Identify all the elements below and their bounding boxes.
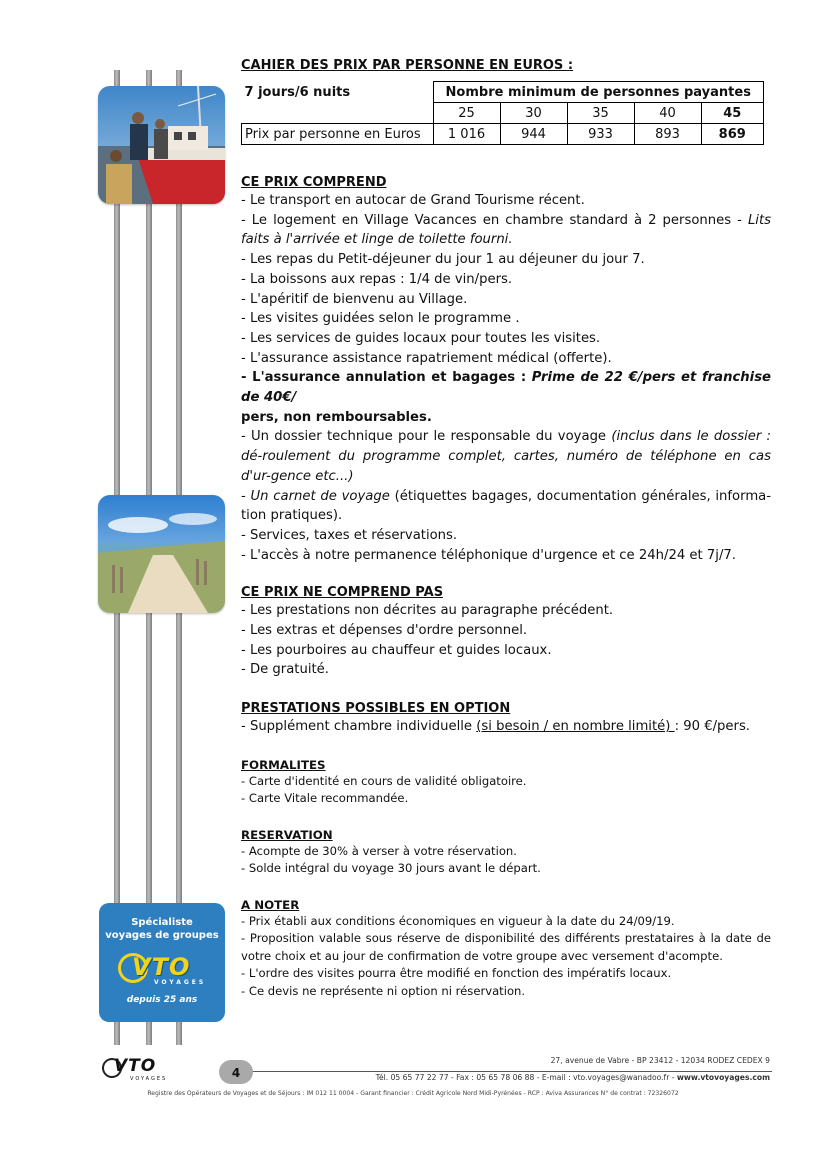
includes-line-11 bbox=[241, 487, 771, 526]
group-size-45: 45 bbox=[701, 103, 764, 124]
price-40: 893 bbox=[634, 124, 701, 145]
insurance-premium: Prime de 22 €/pers et franchise de 40€/ bbox=[241, 370, 771, 406]
excludes-line-2: - Les extras et dépenses d'ordre personnel. bbox=[241, 623, 528, 639]
includes-line-10-italic: (inclus dans le dossier : dé-roulement du programme complet, cartes, numéro de téléphone en cas d'ur-gence etc...) bbox=[241, 429, 771, 484]
badge-vto-logo bbox=[114, 951, 210, 987]
duration-label: 7 jours/6 nuits bbox=[244, 84, 351, 100]
group-size-header: Nombre minimum de personnes payantes bbox=[433, 82, 764, 103]
price-25: 1 016 bbox=[433, 124, 500, 145]
group-size-40: 40 bbox=[634, 103, 701, 124]
footer-contact-text: Tél. 05 65 77 22 77 - Fax : 05 65 78 06 88 - E-mail : vto.voyages@wanadoo.fr - bbox=[375, 1073, 677, 1082]
group-size-25: 25 bbox=[433, 103, 500, 124]
footer-registry: Registre des Opérateurs de Voyages et de Séjours : IM 012 11 0004 - Garant financier : Crédit Agricole Nord Midi-Pyrénées - RCP : Aviva Assurances N° de contrat : 72326072 bbox=[147, 1090, 679, 1097]
includes-line-2-italic: Lits faits à l'arrivée et linge de toilette fourni. bbox=[241, 212, 771, 248]
group-size-35: 35 bbox=[567, 103, 634, 124]
anoter-line-4: - Ce devis ne représente ni option ni réservation. bbox=[241, 983, 526, 998]
includes-line-11-text: (étiquettes bagages, documentation générales, informa-tion pratiques). bbox=[241, 488, 772, 524]
excludes-line-4: - De gratuité. bbox=[241, 662, 329, 678]
options-title: PRESTATIONS POSSIBLES EN OPTION bbox=[241, 701, 511, 717]
main-content bbox=[241, 58, 771, 1000]
includes-line-4: - La boissons aux repas : 1/4 de vin/pers. bbox=[241, 271, 513, 287]
badge-line-1: Spécialiste bbox=[131, 917, 193, 928]
footer-logo-text: VTO bbox=[114, 1056, 157, 1076]
footer-logo-subtext: VOYAGES bbox=[130, 1076, 168, 1082]
footer-address: 27, avenue de Vabre - BP 23412 - 12034 RODEZ CEDEX 9 bbox=[550, 1056, 770, 1065]
footer-vto-logo bbox=[100, 1056, 176, 1082]
price-table bbox=[241, 81, 764, 145]
includes-line-8: - L'assurance assistance rapatriement médical (offerte). bbox=[241, 350, 612, 366]
footer-contact bbox=[376, 1073, 770, 1082]
includes-line-2 bbox=[241, 211, 771, 250]
includes-title: CE PRIX COMPREND bbox=[241, 175, 387, 190]
reservation-title: RESERVATION bbox=[241, 827, 333, 842]
options-line-1-underlined: (si besoin / en nombre limité) bbox=[476, 719, 675, 735]
beach-dunes-photo bbox=[98, 495, 225, 613]
includes-line-7: - Les services de guides locaux pour toutes les visites. bbox=[241, 330, 601, 346]
anoter-title: A NOTER bbox=[241, 897, 300, 912]
vto-specialist-badge bbox=[99, 903, 225, 1022]
excludes-line-3: - Les pourboires au chauffeur et guides locaux. bbox=[241, 642, 552, 658]
anoter-line-3: - L'ordre des visites pourra être modifié en fonction des impératifs locaux. bbox=[241, 966, 672, 981]
includes-line-10-text: - Un dossier technique pour le responsable du voyage bbox=[241, 429, 612, 445]
includes-line-11-italic: Un carnet de voyage bbox=[250, 488, 390, 504]
badge-logo-subtext: VOYAGES bbox=[154, 979, 207, 986]
excludes-title: CE PRIX NE COMPREND PAS bbox=[241, 585, 444, 601]
options-line-1-text: - Supplément chambre individuelle bbox=[241, 719, 477, 735]
formalites-line-2: - Carte Vitale recommandée. bbox=[241, 791, 409, 806]
badge-logo-text: VTO bbox=[132, 953, 191, 981]
footer-rule bbox=[240, 1071, 772, 1072]
insurance-label: - L'assurance annulation et bagages : bbox=[241, 370, 532, 386]
price-45: 869 bbox=[701, 124, 764, 145]
harbour-photo bbox=[98, 86, 225, 204]
formalites-title: FORMALITES bbox=[241, 757, 326, 772]
includes-line-2-text: - Le logement en Village Vacances en chambre standard à 2 personnes - bbox=[241, 212, 748, 228]
excludes-line-1: - Les prestations non décrites au paragraphe précédent. bbox=[241, 603, 614, 619]
badge-line-2: voyages de groupes bbox=[105, 930, 219, 941]
footer-page-circle bbox=[219, 1060, 253, 1084]
includes-line-5: - L'apéritif de bienvenu au Village. bbox=[241, 291, 468, 307]
formalites-line-1: - Carte d'identité en cours de validité obligatoire. bbox=[241, 773, 527, 788]
reservation-line-1: - Acompte de 30% à verser à votre réservation. bbox=[241, 843, 517, 858]
group-size-30: 30 bbox=[500, 103, 567, 124]
includes-line-12: - Services, taxes et réservations. bbox=[241, 527, 458, 543]
includes-line-1: - Le transport en autocar de Grand Tourisme récent. bbox=[241, 193, 585, 208]
badge-since: depuis 25 ans bbox=[126, 995, 198, 1005]
price-35: 933 bbox=[567, 124, 634, 145]
price-row-label: Prix par personne en Euros bbox=[242, 124, 434, 145]
includes-line-10 bbox=[241, 427, 771, 486]
options-line-1 bbox=[241, 717, 771, 737]
price-30: 944 bbox=[500, 124, 567, 145]
pricing-title: CAHIER DES PRIX PAR PERSONNE EN EUROS : bbox=[241, 58, 574, 73]
options-line-1-price: : 90 €/pers. bbox=[674, 719, 751, 735]
includes-line-3: - Les repas du Petit-déjeuner du jour 1 au déjeuner du jour 7. bbox=[241, 252, 645, 268]
anoter-line-1: - Prix établi aux conditions économiques en vigueur à la date du 24/09/19. bbox=[241, 913, 675, 928]
page-number: 4 bbox=[231, 1066, 241, 1080]
reservation-line-2: - Solde intégral du voyage 30 jours avant le départ. bbox=[241, 861, 541, 876]
includes-line-11-dash: - bbox=[241, 488, 251, 504]
anoter-line-2: - Proposition valable sous réserve de disponibilité des différents prestataires à la date de votre choix et au jour de confirmation de votre groupe avec versement d'acompte. bbox=[241, 931, 771, 963]
footer-website: www.vtovoyages.com bbox=[676, 1073, 770, 1082]
includes-line-9 bbox=[241, 368, 771, 427]
includes-line-13: - L'accès à notre permanence téléphonique d'urgence et ce 24h/24 et 7j/7. bbox=[241, 547, 736, 563]
includes-line-6: - Les visites guidées selon le programme . bbox=[241, 311, 520, 327]
insurance-note: pers, non remboursables. bbox=[241, 409, 432, 425]
